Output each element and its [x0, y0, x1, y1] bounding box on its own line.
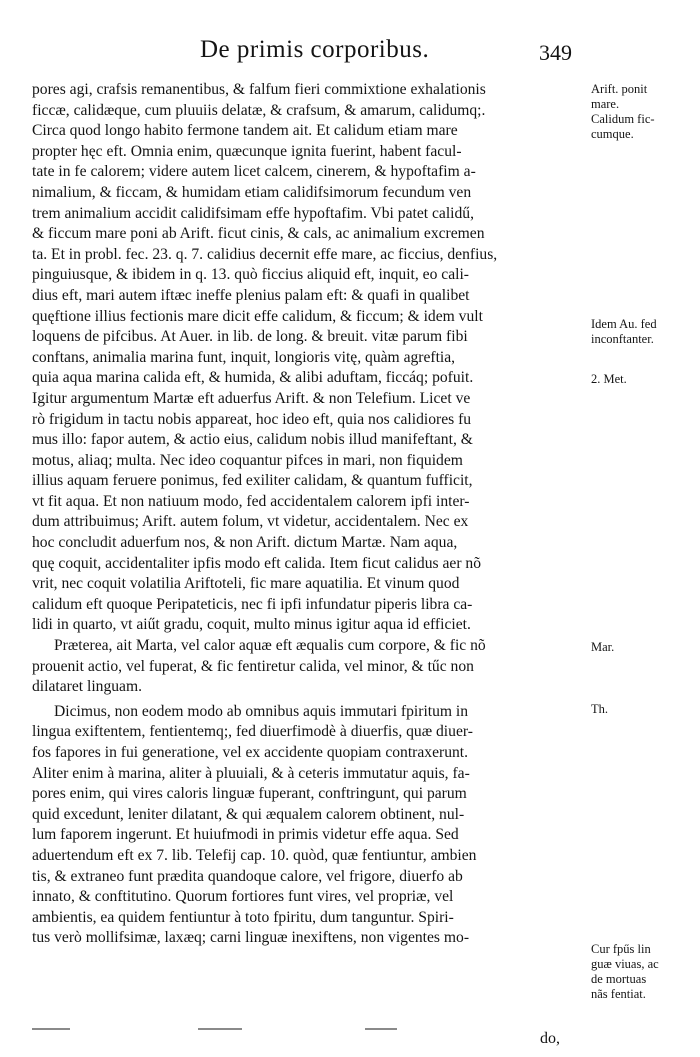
margin-note-th — [591, 702, 697, 717]
text-line: lingua exiftentem, fentientemq;, fed diuerfimodè à diuerfis, quæ diuer- — [32, 723, 473, 741]
margin-note-line: mare. — [591, 97, 620, 111]
text-line: dius eft, mari autem iftæc ineffe plenius palam eft: & quafi in qualibet — [32, 286, 470, 304]
text-line: loquens de pifcibus. At Auer. in lib. de long. & breuit. vitæ parum fibi — [32, 328, 468, 346]
margin-note-line: nãs fentiat. — [591, 987, 646, 1001]
text-line: fos fapores in fui generatione, vel ex accidente quopiam contraxerunt. — [32, 744, 469, 761]
text-line: tis, & extraneo funt prædita quandoque calore, vel frigore, diuerfo ab — [32, 867, 463, 885]
text-line: aduertendum eft ex 7. lib. Telefij cap. 10. quòd, quæ fentiuntur, ambien — [32, 846, 477, 864]
text-line: ambientis, ea quidem fentiuntur à toto fpiritu, dum tanguntur. Spiri- — [32, 908, 454, 926]
text-line: conftans, animalia marina funt, inquit, longioris vitę, quàm agreftia, — [32, 348, 456, 366]
print-smudge — [32, 1028, 70, 1030]
margin-note-line: Mar. — [591, 640, 615, 654]
margin-note-line: guæ viuas, ac — [591, 957, 659, 971]
text-line: rò frigidum in tactu nobis appareat, hoc ideo eft, quia nos calidiores fu — [32, 410, 472, 428]
text-line: hoc concludit aduerfum nos, & non Arift. dictum Martæ. Nam aqua, — [32, 534, 458, 552]
text-line: quę coquit, accidentaliter ipfis modo eft calida. Item ficut calidus aer nõ — [32, 554, 482, 572]
text-line: pinguiusque, & ibidem in q. 13. quò ficcius aliquid eft, inquit, eo cali- — [32, 266, 469, 284]
running-title: De primis corporibus. — [200, 36, 430, 63]
text-line: tus verò mollifsimæ, laxæq; carni linguæ inexiftens, non vigentes mo- — [32, 929, 470, 947]
margin-note-idem-au-sed — [591, 317, 697, 347]
margin-note-line: Th. — [591, 702, 609, 716]
text-line: quid excedunt, leniter dilatant, & qui æqualem calorem obtinent, nul- — [32, 805, 465, 823]
text-line: vrit, nec coquit volatilia Ariftoteli, fic mare aquatilia. Et vinum quod — [32, 575, 460, 593]
text-line: lum faporem ingerunt. Et huiufmodi in primis videtur effe aqua. Sed — [32, 826, 459, 844]
margin-note-line: inconftanter. — [591, 332, 654, 346]
margin-note-mar — [591, 640, 697, 655]
text-line: vt fit aqua. Et non natiuum modo, fed accidentalem calorem ipfi inter- — [32, 492, 470, 510]
paragraph-start-line: Præterea, ait Marta, vel calor aquæ eft æqualis cum corpore, & fic nõ — [54, 637, 486, 655]
text-line: prouenit actio, vel fuperat, & fic fentiretur calida, vel minor, & tűc non — [32, 657, 474, 675]
print-smudge — [198, 1028, 242, 1030]
print-smudge — [365, 1028, 397, 1030]
margin-note-line: Calidum fic- — [591, 112, 655, 126]
paragraph-start-line: Dicimus, non eodem modo ab omnibus aquis immutari fpiritum in — [54, 702, 469, 720]
text-line: dum attribuimus; Arift. autem folum, vt videtur, accidentalem. Nec ex — [32, 513, 469, 531]
text-line: ta. Et in probl. fec. 23. q. 7. calidius decernit effe mare, ac ficcius, denfius, — [32, 245, 498, 263]
text-line: pores enim, qui vires caloris linguæ fuperant, conftringunt, qui parum — [32, 785, 467, 803]
text-line: & ficcum mare poni ab Arift. ficut cinis, & cals, ac animalium excremen — [32, 225, 485, 243]
text-line: propter hęc eft. Omnia enim, quæcunque ignita fuerint, habent facul- — [32, 142, 462, 160]
text-line: Igitur argumentum Martæ eft aduerfus Arift. & non Telefium. Licet ve — [32, 389, 471, 407]
text-line: quia aqua marina calida eft, & humida, & alibi aduftam, ficcáq; pofuit. — [32, 369, 474, 387]
text-line: mus illo: fapor autem, & actio eius, calidum nobis illud manifeftant, & — [32, 431, 473, 449]
text-line: dilataret linguam. — [32, 678, 142, 696]
margin-note-line: cumque. — [591, 127, 634, 141]
catchword: do, — [540, 1030, 560, 1047]
text-line: Circa quod longo habito fermone tandem ait. Et calidum etiam mare — [32, 122, 458, 140]
margin-note-meteor-ref — [591, 372, 697, 387]
text-line: trem animalium accidit calidifsimam effe hypoftafim. Vbi patet calidű, — [32, 204, 474, 222]
page-number: 349 — [539, 40, 572, 65]
text-line: motus, aliaq; multa. Nec ideo coquantur pifces in mari, non fiquidem — [32, 451, 463, 469]
margin-note-cur-spus — [591, 942, 697, 1002]
main-text-block — [32, 80, 592, 949]
text-line: Aliter enim à marina, aliter à pluuiali, & à ceteris immutatur aquis, fa- — [32, 764, 470, 782]
text-line: ficcæ, calidæque, cum pluuiis delatæ, & crafsum, & amarum, calidumq;. — [32, 101, 486, 119]
margin-note-line: de mortuas — [591, 972, 647, 986]
text-line: tate in fe calorem; videre autem licet calcem, cinerem, & hypoftafim a- — [32, 163, 476, 181]
text-line: lidi in quarto, vt aiűt gradu, coquit, multo minus igitur aqua id efficiet. — [32, 616, 471, 634]
text-line: illius aquam feruere ponimus, fed exiliter calidam, & quantum fufficit, — [32, 472, 473, 490]
margin-note-line: Cur fpűs lin — [591, 942, 651, 956]
margin-note-line: Idem Au. fed — [591, 317, 657, 331]
margin-note-line: Arift. ponit — [591, 82, 648, 96]
text-line: nimalium, & ficcam, & humidam etiam calidifsimorum fecundum ven — [32, 183, 472, 201]
text-line: pores agi, crafsis remanentibus, & falfum fieri commixtione exhalationis — [32, 81, 486, 98]
text-line: innato, & conftitutino. Quorum fortiores funt vires, vel propriæ, vel — [32, 888, 454, 906]
margin-note-arist-ponit — [591, 82, 697, 142]
margin-note-line: 2. Met. — [591, 372, 627, 386]
text-line: quęftione illius fectionis mare dicit effe calidum, & ficcum; & idem vult — [32, 307, 483, 325]
text-line: calidum eft quoque Peripateticis, nec fi ipfi infundatur piperis libra ca- — [32, 595, 473, 613]
